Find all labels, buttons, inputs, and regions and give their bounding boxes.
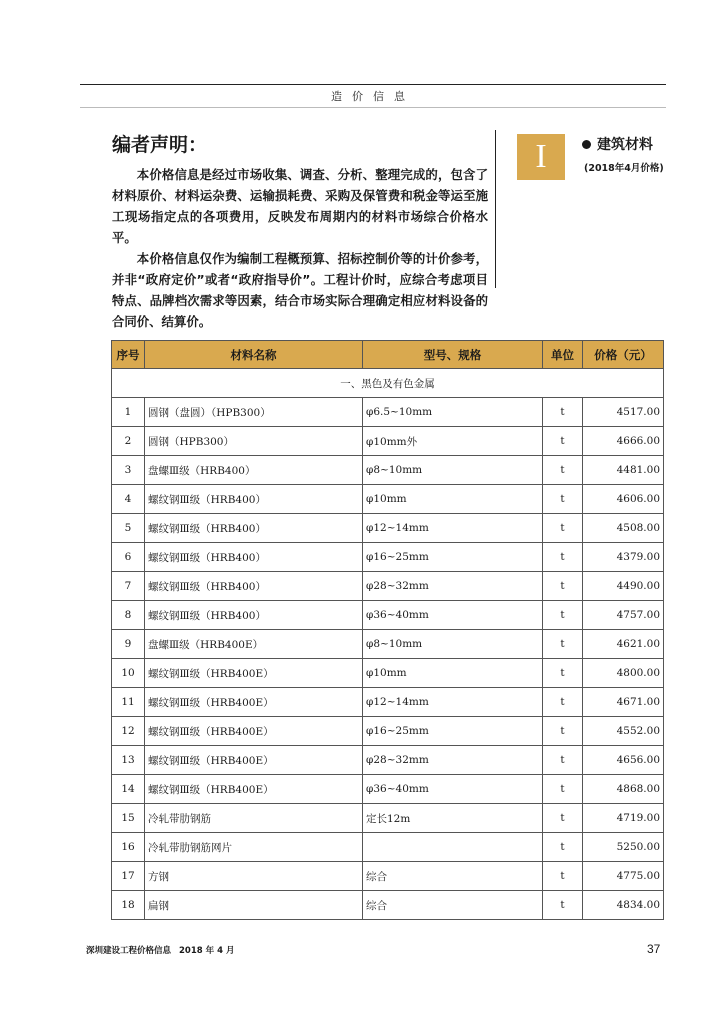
price: 4757.00	[583, 601, 664, 630]
table-row	[112, 485, 664, 514]
price: 4481.00	[583, 456, 664, 485]
price: 4671.00	[583, 688, 664, 717]
bullet-icon	[582, 140, 591, 149]
unit: t	[543, 862, 583, 891]
table-row	[112, 601, 664, 630]
statement-paragraph-1: 本价格信息是经过市场收集、调查、分析、整理完成的，包含了材料原价、材料运杂费、运输损耗费、采购及保管费和税金等运至施工现场指定点的各项费用，反映发布周期内的材料市场综合价格水平。	[112, 167, 488, 245]
material-name: 螺纹钢Ⅲ级（HRB400E）	[145, 775, 363, 804]
spec: φ10mm	[363, 485, 543, 514]
spec: 综合	[363, 862, 543, 891]
row-number: 5	[112, 514, 145, 543]
material-name: 圆钢（盘圆）（HPB300）	[145, 398, 363, 427]
price: 4656.00	[583, 746, 664, 775]
price-table	[111, 340, 664, 920]
row-number: 8	[112, 601, 145, 630]
price: 4606.00	[583, 485, 664, 514]
spec: 综合	[363, 891, 543, 920]
material-name: 盘螺Ⅲ级（HRB400）	[145, 456, 363, 485]
unit: t	[543, 833, 583, 862]
material-name: 冷轧带肋钢筋网片	[145, 833, 363, 862]
material-name: 方钢	[145, 862, 363, 891]
header-spec: 型号、规格	[363, 341, 543, 369]
running-title: 造价信息	[331, 90, 415, 103]
table-row	[112, 746, 664, 775]
section-subtitle: (2018年4月价格)	[584, 163, 664, 174]
row-number: 15	[112, 804, 145, 833]
material-name: 螺纹钢Ⅲ级（HRB400E）	[145, 717, 363, 746]
price: 4379.00	[583, 543, 664, 572]
spec: φ8~10mm	[363, 630, 543, 659]
material-name: 冷轧带肋钢筋	[145, 804, 363, 833]
spec: φ16~25mm	[363, 717, 543, 746]
table-row	[112, 717, 664, 746]
table-row	[112, 804, 664, 833]
table-row	[112, 572, 664, 601]
unit: t	[543, 630, 583, 659]
table-row	[112, 427, 664, 456]
row-number: 13	[112, 746, 145, 775]
row-number: 7	[112, 572, 145, 601]
unit: t	[543, 601, 583, 630]
price: 5250.00	[583, 833, 664, 862]
row-number: 18	[112, 891, 145, 920]
table-row	[112, 659, 664, 688]
row-number: 3	[112, 456, 145, 485]
material-name: 螺纹钢Ⅲ级（HRB400）	[145, 485, 363, 514]
header-unit: 单位	[543, 341, 583, 369]
page-number: 37	[647, 942, 661, 956]
statement-paragraph-2: 本价格信息仅作为编制工程概预算、招标控制价等的计价参考，并非“政府定价”或者“政府指导价”。工程计价时，应综合考虑项目特点、品牌档次需求等因素，结合市场实际合理确定相应材料设备的合同价、结算价。	[112, 251, 488, 329]
category-label: 一、黑色及有色金属	[112, 369, 664, 398]
spec: 定长12m	[363, 804, 543, 833]
section-numeral-box: I	[517, 134, 565, 180]
row-number: 9	[112, 630, 145, 659]
unit: t	[543, 398, 583, 427]
spec: φ36~40mm	[363, 775, 543, 804]
footer-publication	[86, 944, 234, 956]
price: 4621.00	[583, 630, 664, 659]
price: 4666.00	[583, 427, 664, 456]
row-number: 1	[112, 398, 145, 427]
price: 4517.00	[583, 398, 664, 427]
material-name: 螺纹钢Ⅲ级（HRB400）	[145, 514, 363, 543]
header-no: 序号	[112, 341, 145, 369]
material-name: 螺纹钢Ⅲ级（HRB400E）	[145, 688, 363, 717]
price: 4552.00	[583, 717, 664, 746]
row-number: 10	[112, 659, 145, 688]
row-number: 2	[112, 427, 145, 456]
header-bottom-rule	[80, 107, 666, 108]
price: 4775.00	[583, 862, 664, 891]
unit: t	[543, 688, 583, 717]
table-row	[112, 891, 664, 920]
material-name: 圆钢（HPB300）	[145, 427, 363, 456]
material-name: 扁钢	[145, 891, 363, 920]
table-row	[112, 688, 664, 717]
unit: t	[543, 804, 583, 833]
table-row	[112, 543, 664, 572]
spec: φ12~14mm	[363, 514, 543, 543]
row-number: 14	[112, 775, 145, 804]
material-name: 螺纹钢Ⅲ级（HRB400）	[145, 543, 363, 572]
table-row	[112, 398, 664, 427]
table-header-row	[112, 341, 664, 369]
material-name: 螺纹钢Ⅲ级（HRB400E）	[145, 746, 363, 775]
row-number: 17	[112, 862, 145, 891]
unit: t	[543, 572, 583, 601]
running-header	[80, 85, 666, 107]
unit: t	[543, 485, 583, 514]
price: 4868.00	[583, 775, 664, 804]
header-name: 材料名称	[145, 341, 363, 369]
row-number: 11	[112, 688, 145, 717]
footer-title: 深圳建设工程价格信息	[86, 946, 172, 956]
row-number: 4	[112, 485, 145, 514]
unit: t	[543, 543, 583, 572]
table-row	[112, 833, 664, 862]
unit: t	[543, 775, 583, 804]
spec: φ16~25mm	[363, 543, 543, 572]
price: 4834.00	[583, 891, 664, 920]
spec: φ6.5~10mm	[363, 398, 543, 427]
spec: φ10mm	[363, 659, 543, 688]
unit: t	[543, 717, 583, 746]
spec: φ10mm外	[363, 427, 543, 456]
material-name: 螺纹钢Ⅲ级（HRB400）	[145, 572, 363, 601]
section-title	[582, 134, 653, 154]
vertical-divider	[495, 130, 496, 288]
price: 4719.00	[583, 804, 664, 833]
spec: φ8~10mm	[363, 456, 543, 485]
header-price: 价格（元）	[583, 341, 664, 369]
table-row	[112, 456, 664, 485]
row-number: 12	[112, 717, 145, 746]
unit: t	[543, 891, 583, 920]
section-title-text: 建筑材料	[597, 137, 653, 153]
spec: φ28~32mm	[363, 572, 543, 601]
category-row	[112, 369, 664, 398]
spec	[363, 833, 543, 862]
price: 4800.00	[583, 659, 664, 688]
material-name: 螺纹钢Ⅲ级（HRB400）	[145, 601, 363, 630]
table-row	[112, 630, 664, 659]
price: 4490.00	[583, 572, 664, 601]
spec: φ36~40mm	[363, 601, 543, 630]
statement-body	[112, 164, 488, 332]
unit: t	[543, 746, 583, 775]
row-number: 6	[112, 543, 145, 572]
unit: t	[543, 427, 583, 456]
material-name: 盘螺Ⅲ级（HRB400E）	[145, 630, 363, 659]
price: 4508.00	[583, 514, 664, 543]
unit: t	[543, 456, 583, 485]
table-row	[112, 775, 664, 804]
spec: φ12~14mm	[363, 688, 543, 717]
table-row	[112, 514, 664, 543]
footer-issue: 2018 年 4 月	[179, 946, 235, 956]
unit: t	[543, 659, 583, 688]
unit: t	[543, 514, 583, 543]
spec: φ28~32mm	[363, 746, 543, 775]
table-row	[112, 862, 664, 891]
statement-title: 编者声明：	[112, 134, 208, 156]
material-name: 螺纹钢Ⅲ级（HRB400E）	[145, 659, 363, 688]
row-number: 16	[112, 833, 145, 862]
